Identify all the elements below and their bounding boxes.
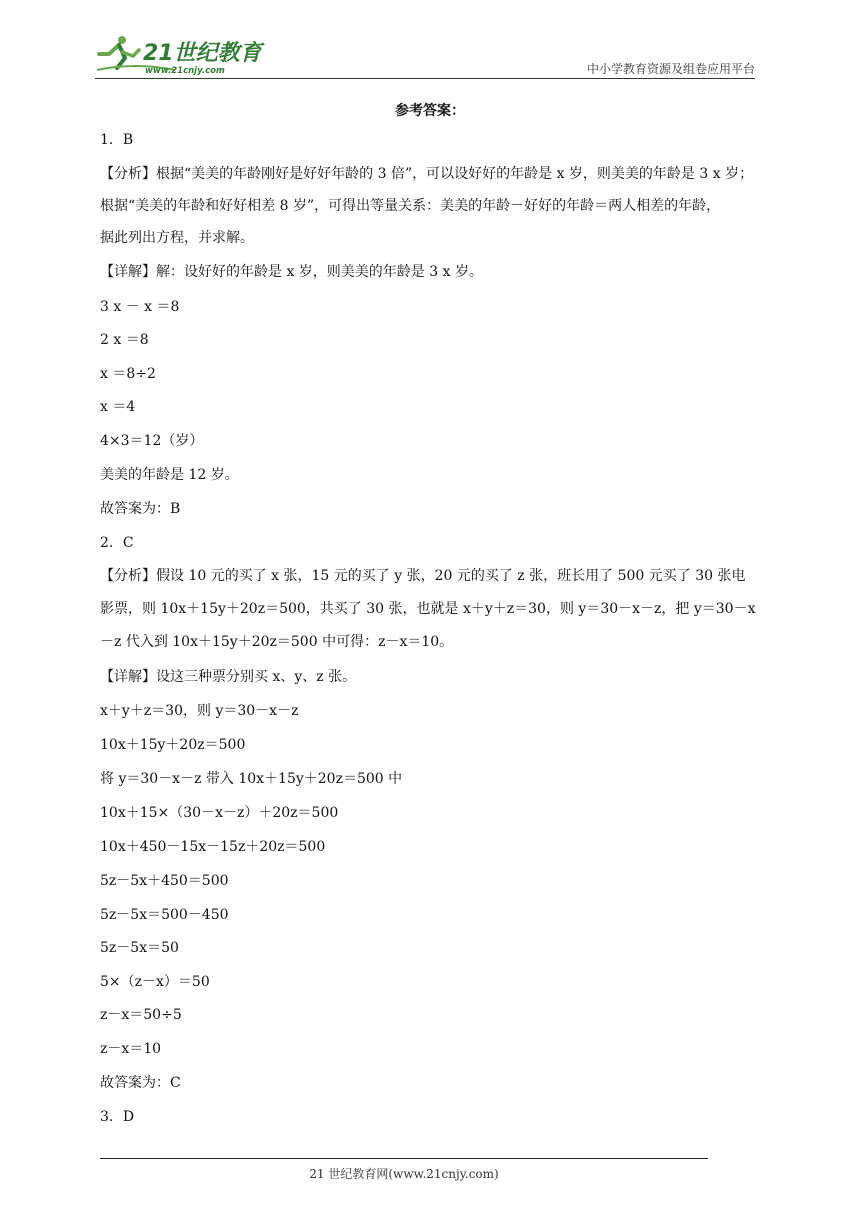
answer-line: 10x＋450－15x－15z＋20z＝500	[100, 839, 326, 855]
answer-line: 5z－5x＋450＝500	[100, 873, 229, 889]
answer-line: 2 x ＝8	[100, 332, 149, 348]
answer-line: 故答案为：C	[100, 1075, 181, 1091]
answer-line: －z 代入到 10x＋15y＋20z＝500 中可得：z－x＝10。	[100, 634, 454, 650]
header-platform-text: 中小学教育资源及组卷应用平台	[586, 62, 755, 76]
answer-line: 【分析】假设 10 元的买了 x 张，15 元的买了 y 张，20 元的买了 z 张，班长用了 500 元买了 30 张电	[100, 568, 746, 584]
answer-line: 根据“美美的年龄和好好相差 8 岁”，可得出等量关系：美美的年龄－好好的年龄＝两人相差的年龄，	[100, 198, 721, 214]
answer-line: 故答案为：B	[100, 501, 181, 517]
answer-line: x ＝4	[100, 399, 136, 415]
answer-line: z－x＝10	[100, 1041, 162, 1057]
answer-content	[100, 100, 760, 1125]
answer-line: 【详解】解：设好好的年龄是 x 岁，则美美的年龄是 3 x 岁。	[100, 264, 483, 280]
logo-url: www.21cnjy.com	[145, 66, 225, 76]
header-divider	[95, 78, 755, 79]
logo-21cnjy	[95, 32, 265, 76]
answer-line: x ＝8÷2	[100, 366, 156, 382]
answer-line: 10x＋15×（30－x－z）＋20z＝500	[100, 805, 339, 821]
answer-line: 2．C	[100, 535, 134, 551]
answer-line: 将 y＝30－x－z 带入 10x＋15y＋20z＝500 中	[100, 771, 403, 787]
answer-line: 美美的年龄是 12 岁。	[100, 467, 239, 483]
page-header	[95, 30, 755, 78]
answer-line: 【详解】设这三种票分别买 x、y、z 张。	[100, 669, 357, 685]
answer-line: 5×（z－x）＝50	[100, 974, 210, 990]
answer-line: 5z－5x＝500－450	[100, 907, 229, 923]
page-footer: 21 世纪教育网(www.21cnjy.com)	[309, 1167, 499, 1181]
answer-line: 1．B	[100, 132, 134, 148]
answer-line: z－x＝50÷5	[100, 1007, 182, 1023]
answer-line: 5z－5x＝50	[100, 940, 179, 956]
page-title: 参考答案：	[395, 103, 465, 119]
logo-text: 21世纪教育	[143, 41, 262, 66]
answer-line: 10x＋15y＋20z＝500	[100, 737, 246, 753]
footer-divider	[100, 1158, 708, 1159]
answer-line: 据此列出方程，并求解。	[100, 230, 254, 246]
answer-line: 4×3＝12（岁）	[100, 433, 204, 449]
answer-line: 3．D	[100, 1109, 135, 1125]
answer-line: 3 x － x ＝8	[100, 299, 180, 315]
answer-line: 【分析】根据“美美的年龄刚好是好好年龄的 3 倍”，可以设好好的年龄是 x 岁，则美美的年龄是 3 x 岁；	[100, 166, 754, 182]
answer-line: x＋y＋z＝30，则 y＝30－x－z	[100, 703, 299, 719]
answer-line: 影票，则 10x＋15y＋20z＝500，共买了 30 张，也就是 x＋y＋z＝30，则 y＝30－x－z，把 y＝30－x	[100, 601, 756, 617]
